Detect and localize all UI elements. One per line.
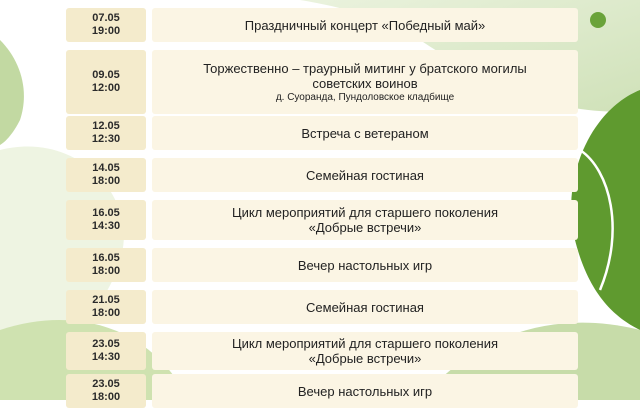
event-title-line: советских воинов [312, 75, 418, 91]
event-title-line: Цикл мероприятий для старшего поколения [231, 205, 499, 220]
event-time: 14:30 [91, 351, 121, 363]
event-time: 12:00 [91, 82, 121, 94]
event-cell [152, 8, 578, 42]
event-time: 18:00 [91, 391, 121, 403]
schedule-row [66, 332, 578, 370]
date-cell [66, 248, 146, 282]
event-date: 09.05 [92, 69, 120, 81]
event-title-line: Встреча с ветераном [301, 125, 429, 141]
event-date: 21.05 [92, 294, 120, 306]
schedule-row [66, 290, 578, 324]
event-cell [152, 158, 578, 192]
event-title-line: «Добрые встречи» [308, 351, 422, 366]
schedule-row [66, 248, 578, 282]
event-title-line: Цикл мероприятий для старшего поколения [231, 336, 499, 351]
date-cell [66, 50, 146, 114]
event-cell [152, 50, 578, 114]
event-time: 19:00 [91, 25, 121, 37]
event-title-line: Вечер настольных игр [297, 257, 433, 273]
event-cell [152, 374, 578, 408]
event-time: 18:00 [91, 307, 121, 319]
schedule-row [66, 50, 578, 114]
event-title-line: Семейная гостиная [306, 167, 424, 183]
schedule-row [66, 8, 578, 42]
event-time: 18:00 [91, 175, 121, 187]
date-cell [66, 374, 146, 408]
event-date: 16.05 [92, 252, 120, 264]
event-time: 18:00 [91, 265, 121, 277]
event-date: 16.05 [92, 207, 120, 219]
date-cell [66, 116, 146, 150]
event-cell [152, 332, 578, 370]
event-time: 14:30 [91, 220, 121, 232]
event-title-line: «Добрые встречи» [308, 220, 422, 235]
date-cell [66, 332, 146, 370]
date-cell [66, 290, 146, 324]
event-cell [152, 248, 578, 282]
event-date: 14.05 [92, 162, 120, 174]
date-cell [66, 200, 146, 240]
event-cell [152, 200, 578, 240]
date-cell [66, 158, 146, 192]
event-time: 12:30 [91, 133, 121, 145]
schedule-row [66, 200, 578, 240]
green-dot [590, 12, 606, 28]
event-date: 23.05 [92, 378, 120, 390]
event-cell [152, 116, 578, 150]
event-title-line: Вечер настольных игр [297, 383, 433, 399]
event-cell [152, 290, 578, 324]
schedule-row [66, 374, 578, 408]
event-date: 23.05 [92, 338, 120, 350]
event-date: 12.05 [92, 120, 120, 132]
schedule-row [66, 116, 578, 150]
schedule-row [66, 158, 578, 192]
event-date: 07.05 [92, 12, 120, 24]
event-place: д. Суоранда, Пундоловское кладбище [275, 91, 455, 103]
event-title-line: Торжественно – траурный митинг у братского могилы [203, 60, 527, 76]
date-cell [66, 8, 146, 42]
event-title-line: Семейная гостиная [306, 299, 424, 315]
event-title-line: Праздничный концерт «Победный май» [244, 17, 486, 33]
